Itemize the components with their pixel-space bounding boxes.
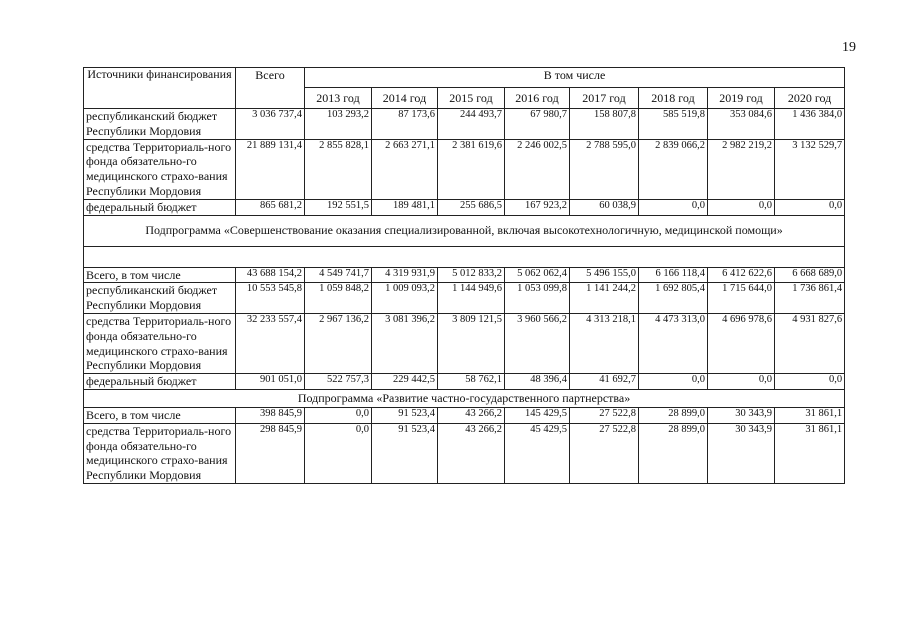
year-value: 2 788 595,0 [570, 139, 639, 199]
year-value: 0,0 [708, 374, 775, 390]
header-year: 2013 год [305, 88, 372, 109]
row-total: 32 233 557,4 [236, 313, 305, 373]
header-year: 2016 год [505, 88, 570, 109]
year-value: 585 519,8 [639, 109, 708, 140]
table-row [84, 199, 845, 215]
header-year: 2019 год [708, 88, 775, 109]
header-year: 2018 год [639, 88, 708, 109]
year-value: 41 692,7 [570, 374, 639, 390]
year-value: 0,0 [305, 423, 372, 483]
year-value: 48 396,4 [505, 374, 570, 390]
row-total: 865 681,2 [236, 199, 305, 215]
year-value: 91 523,4 [372, 407, 438, 423]
subprogram-title: Подпрограмма «Развитие частно-государственного партнерства» [84, 389, 845, 407]
year-value: 2 381 619,6 [438, 139, 505, 199]
year-value: 4 319 931,9 [372, 267, 438, 283]
year-value: 4 473 313,0 [639, 313, 708, 373]
year-value: 67 980,7 [505, 109, 570, 140]
header-total: Всего [236, 68, 305, 109]
row-total: 398 845,9 [236, 407, 305, 423]
year-value: 0,0 [775, 199, 845, 215]
header-year: 2014 год [372, 88, 438, 109]
year-value: 1 053 099,8 [505, 283, 570, 314]
year-value: 2 839 066,2 [639, 139, 708, 199]
year-value: 158 807,8 [570, 109, 639, 140]
year-value: 60 038,9 [570, 199, 639, 215]
year-value: 1 736 861,4 [775, 283, 845, 314]
year-value: 2 855 828,1 [305, 139, 372, 199]
year-value: 2 663 271,1 [372, 139, 438, 199]
year-value: 145 429,5 [505, 407, 570, 423]
row-total: 43 688 154,2 [236, 267, 305, 283]
year-value: 91 523,4 [372, 423, 438, 483]
year-value: 1 715 644,0 [708, 283, 775, 314]
year-value: 3 081 396,2 [372, 313, 438, 373]
header-year: 2020 год [775, 88, 845, 109]
table-row [84, 283, 845, 314]
year-value: 0,0 [639, 199, 708, 215]
page-number: 19 [842, 40, 856, 55]
year-value: 6 166 118,4 [639, 267, 708, 283]
year-value: 5 012 833,2 [438, 267, 505, 283]
subprogram-title: Подпрограмма «Совершенствование оказания специализированной, включая высокотехнологичную, медицинской помощи» [84, 215, 845, 246]
year-value: 30 343,9 [708, 407, 775, 423]
table-row [84, 374, 845, 390]
year-value: 1 692 805,4 [639, 283, 708, 314]
spacer-row [84, 246, 845, 267]
year-value: 353 084,6 [708, 109, 775, 140]
year-value: 28 899,0 [639, 407, 708, 423]
year-value: 255 686,5 [438, 199, 505, 215]
year-value: 0,0 [639, 374, 708, 390]
row-label: федеральный бюджет [84, 199, 236, 215]
row-total: 3 036 737,4 [236, 109, 305, 140]
year-value: 45 429,5 [505, 423, 570, 483]
year-value: 27 522,8 [570, 407, 639, 423]
year-value: 3 809 121,5 [438, 313, 505, 373]
year-value: 31 861,1 [775, 407, 845, 423]
year-value: 87 173,6 [372, 109, 438, 140]
year-value: 28 899,0 [639, 423, 708, 483]
row-label: Всего, в том числе [84, 407, 236, 423]
year-value: 43 266,2 [438, 423, 505, 483]
row-total: 10 553 545,8 [236, 283, 305, 314]
row-label: средства Территориаль-ного фонда обязательно-го медицинского страхо-вания Республики Мордовия [84, 139, 236, 199]
year-value: 4 696 978,6 [708, 313, 775, 373]
year-value: 189 481,1 [372, 199, 438, 215]
year-value: 5 496 155,0 [570, 267, 639, 283]
year-value: 2 982 219,2 [708, 139, 775, 199]
header-year: 2017 год [570, 88, 639, 109]
year-value: 27 522,8 [570, 423, 639, 483]
year-value: 4 931 827,6 [775, 313, 845, 373]
table-row [84, 109, 845, 140]
year-value: 244 493,7 [438, 109, 505, 140]
year-value: 3 960 566,2 [505, 313, 570, 373]
header-including: В том числе [305, 68, 845, 88]
row-total: 298 845,9 [236, 423, 305, 483]
subprogram-header-row [84, 389, 845, 407]
row-total: 21 889 131,4 [236, 139, 305, 199]
year-value: 1 436 384,0 [775, 109, 845, 140]
header-source: Источники финансирования [84, 68, 236, 109]
year-value: 2 246 002,5 [505, 139, 570, 199]
year-value: 58 762,1 [438, 374, 505, 390]
year-value: 6 412 622,6 [708, 267, 775, 283]
row-label: Всего, в том числе [84, 267, 236, 283]
year-value: 1 059 848,2 [305, 283, 372, 314]
table-row [84, 267, 845, 283]
year-value: 1 141 244,2 [570, 283, 639, 314]
year-value: 0,0 [708, 199, 775, 215]
year-value: 522 757,3 [305, 374, 372, 390]
year-value: 1 144 949,6 [438, 283, 505, 314]
year-value: 4 313 218,1 [570, 313, 639, 373]
year-value: 30 343,9 [708, 423, 775, 483]
year-value: 167 923,2 [505, 199, 570, 215]
table-row [84, 139, 845, 199]
row-label: федеральный бюджет [84, 374, 236, 390]
year-value: 1 009 093,2 [372, 283, 438, 314]
year-value: 5 062 062,4 [505, 267, 570, 283]
year-value: 229 442,5 [372, 374, 438, 390]
year-value: 0,0 [775, 374, 845, 390]
row-label: средства Территориаль-ного фонда обязательно-го медицинского страхо-вания Республики Мордовия [84, 313, 236, 373]
year-value: 4 549 741,7 [305, 267, 372, 283]
table-row [84, 313, 845, 373]
spacer-cell [84, 246, 845, 267]
table-row [84, 423, 845, 483]
table-row [84, 407, 845, 423]
row-label: республиканский бюджет Республики Мордовия [84, 109, 236, 140]
row-label: средства Территориаль-ного фонда обязательно-го медицинского страхо-вания Республики Мордовия [84, 423, 236, 483]
row-label: республиканский бюджет Республики Мордовия [84, 283, 236, 314]
subprogram-header-row [84, 215, 845, 246]
financing-table [83, 67, 845, 484]
header-year: 2015 год [438, 88, 505, 109]
year-value: 43 266,2 [438, 407, 505, 423]
year-value: 31 861,1 [775, 423, 845, 483]
year-value: 6 668 689,0 [775, 267, 845, 283]
year-value: 2 967 136,2 [305, 313, 372, 373]
row-total: 901 051,0 [236, 374, 305, 390]
year-value: 0,0 [305, 407, 372, 423]
year-value: 103 293,2 [305, 109, 372, 140]
year-value: 192 551,5 [305, 199, 372, 215]
year-value: 3 132 529,7 [775, 139, 845, 199]
